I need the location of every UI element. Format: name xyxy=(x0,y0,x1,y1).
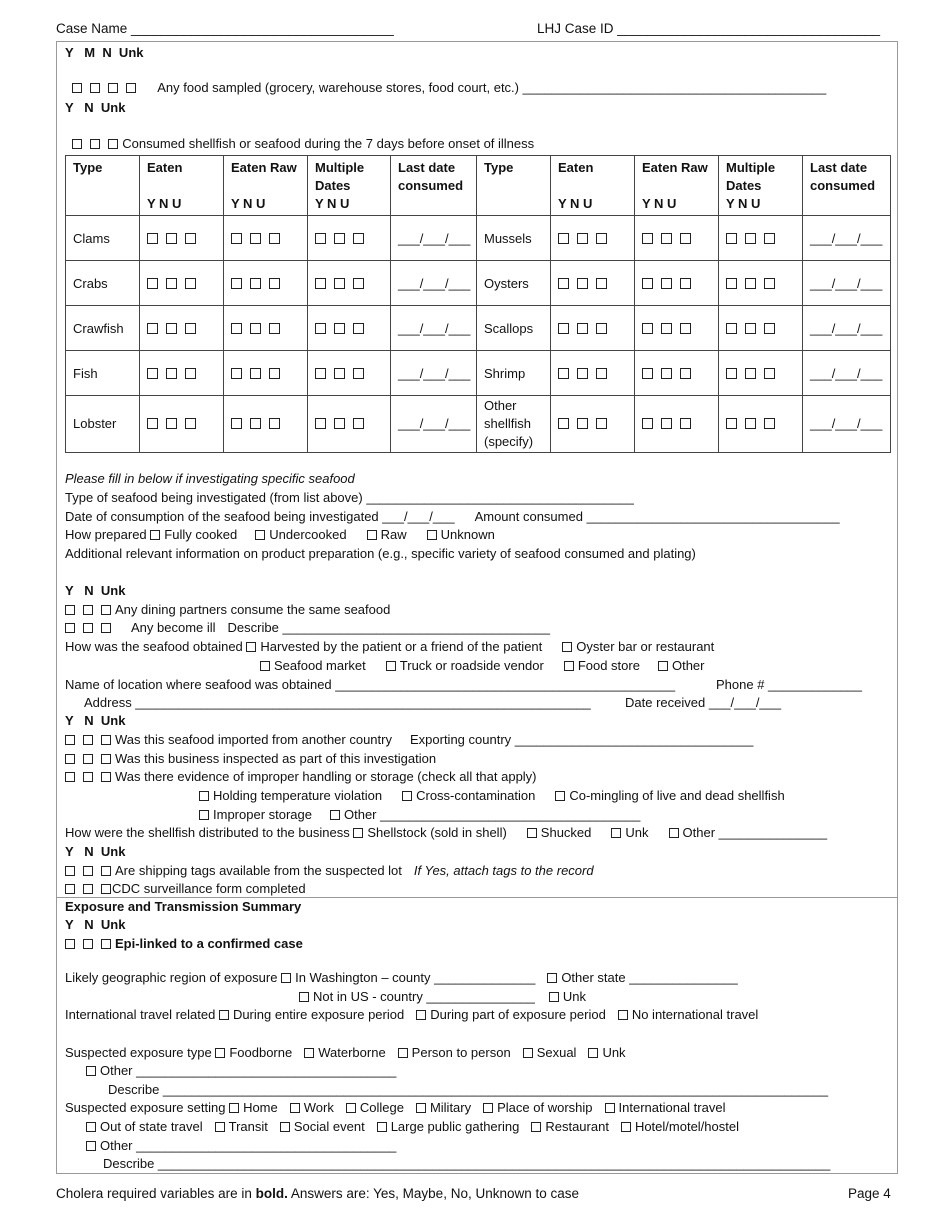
checkbox-unknown[interactable] xyxy=(427,530,437,540)
checkbox-transit[interactable] xyxy=(215,1122,225,1132)
eaten-cell xyxy=(551,351,635,396)
col-type: Type xyxy=(66,156,140,216)
date-received-field[interactable]: Date received ___/___/___ xyxy=(625,695,782,710)
checkbox[interactable] xyxy=(726,233,737,244)
checkbox-social[interactable] xyxy=(280,1122,290,1132)
dist-other-field[interactable]: Other _______________ xyxy=(682,825,828,840)
checkbox[interactable] xyxy=(680,278,691,289)
checkbox-setting-other[interactable] xyxy=(86,1141,96,1151)
checkbox[interactable] xyxy=(764,233,775,244)
eaten-cell xyxy=(140,351,224,396)
checkbox[interactable] xyxy=(680,233,691,244)
tags-heading: Y N Unk xyxy=(65,844,126,859)
checkbox[interactable] xyxy=(250,323,261,334)
checkbox[interactable] xyxy=(147,368,158,379)
checkbox-restaurant[interactable] xyxy=(531,1122,541,1132)
checkbox[interactable] xyxy=(680,323,691,334)
checkbox[interactable] xyxy=(558,368,569,379)
checkbox[interactable] xyxy=(83,884,93,894)
exporting-country-field[interactable]: Exporting country _________________________________ xyxy=(409,732,754,747)
checkbox[interactable] xyxy=(147,323,158,334)
food-sampled-row xyxy=(65,64,826,96)
checkbox[interactable] xyxy=(231,323,242,334)
checkbox-oyster-bar[interactable] xyxy=(562,642,572,652)
checkbox-shellstock[interactable] xyxy=(353,828,363,838)
intl-travel-row: International travel related During entire exposure period During part of exposure period No international travel xyxy=(65,1007,759,1022)
last-date-field[interactable]: ___/___/___ xyxy=(391,216,477,261)
checkbox[interactable] xyxy=(101,735,111,745)
checkbox[interactable] xyxy=(185,418,196,429)
checkbox[interactable] xyxy=(315,418,326,429)
setting-describe-field[interactable]: Describe _____________________________________________________________________________________________ xyxy=(103,1156,831,1171)
checkbox[interactable] xyxy=(166,418,177,429)
setting-other-row xyxy=(86,1138,396,1154)
checkbox[interactable] xyxy=(65,866,75,876)
checkbox[interactable] xyxy=(334,418,345,429)
checkbox-out-state[interactable] xyxy=(86,1122,96,1132)
exposure-type-row: Suspected exposure type Foodborne Waterborne Person to person Sexual Unk xyxy=(65,1045,626,1060)
evidence-options-1: Holding temperature violation Cross-contamination Co-mingling of live and dead shellfish xyxy=(199,788,785,804)
checkbox[interactable] xyxy=(577,323,588,334)
checkbox[interactable] xyxy=(558,418,569,429)
checkbox-holding-temp[interactable] xyxy=(199,791,209,801)
checkbox[interactable] xyxy=(680,368,691,379)
seafood-type: Mussels xyxy=(477,216,551,261)
summary-title: Exposure and Transmission Summary xyxy=(65,899,302,914)
checkbox[interactable] xyxy=(147,233,158,244)
col-multiple-2: Multiple Dates Y N U xyxy=(719,156,803,216)
dining-partners-row: Any dining partners consume the same seafood xyxy=(65,602,390,618)
checkbox[interactable] xyxy=(101,884,111,894)
checkbox-harvested[interactable] xyxy=(246,642,256,652)
type-describe-field[interactable]: Describe ____________________________________________________________________________________________ xyxy=(108,1082,829,1097)
checkbox-dist-other[interactable] xyxy=(669,828,679,838)
checkbox[interactable] xyxy=(231,233,242,244)
exposure-setting-row: Suspected exposure setting Home Work College Military Place of worship International travel xyxy=(65,1100,726,1115)
checkbox[interactable] xyxy=(577,368,588,379)
checkbox[interactable] xyxy=(745,323,756,334)
checkbox[interactable] xyxy=(65,605,75,615)
checkbox-college[interactable] xyxy=(346,1103,356,1113)
checkbox[interactable] xyxy=(596,278,607,289)
checkbox[interactable] xyxy=(334,368,345,379)
checkbox[interactable] xyxy=(101,772,111,782)
eaten-cell xyxy=(551,216,635,261)
checkbox[interactable] xyxy=(334,323,345,334)
eaten-raw-cell xyxy=(635,261,719,306)
checkbox[interactable] xyxy=(250,368,261,379)
table-header-row xyxy=(66,156,891,216)
food-sampled-heading: Y M N Unk xyxy=(65,45,144,60)
checkbox[interactable] xyxy=(661,418,672,429)
checkbox[interactable] xyxy=(661,233,672,244)
multiple-dates-cell xyxy=(719,396,803,453)
checkbox[interactable] xyxy=(764,323,775,334)
imported-row: Was this seafood imported from another country Exporting country _________________________________ xyxy=(65,732,753,748)
multiple-dates-cell xyxy=(308,396,391,453)
checkbox-fully-cooked[interactable] xyxy=(150,530,160,540)
multiple-dates-cell xyxy=(719,261,803,306)
checkbox[interactable] xyxy=(147,278,158,289)
checkbox[interactable] xyxy=(745,368,756,379)
checkbox[interactable] xyxy=(680,418,691,429)
checkbox-work[interactable] xyxy=(290,1103,300,1113)
last-date-field[interactable]: ___/___/___ xyxy=(391,306,477,351)
region-row-2: Not in US - country _______________ Unk xyxy=(299,989,586,1005)
cdc-form-row: CDC surveillance form completed xyxy=(65,881,306,897)
checkbox[interactable] xyxy=(147,418,158,429)
evidence-options-2: Improper storage Other ____________________________________ xyxy=(199,807,640,823)
checkbox[interactable] xyxy=(185,278,196,289)
address-field[interactable]: Address _______________________________________________________________ xyxy=(84,695,591,710)
checkbox-military[interactable] xyxy=(416,1103,426,1113)
checkbox[interactable] xyxy=(90,83,100,93)
evidence-other-field[interactable]: Other ____________________________________ xyxy=(344,807,641,822)
checkbox-intl-travel[interactable] xyxy=(605,1103,615,1113)
checkbox-seafood-market[interactable] xyxy=(260,661,270,671)
checkbox-intl-none[interactable] xyxy=(618,1010,628,1020)
seafood-table xyxy=(65,155,891,453)
checkbox[interactable] xyxy=(334,233,345,244)
col-last-date: Last date consumed xyxy=(391,156,477,216)
checkbox[interactable] xyxy=(642,368,653,379)
checkbox-food-store[interactable] xyxy=(564,661,574,671)
how-prepared-row: How prepared Fully cooked Undercooked Raw Unknown xyxy=(65,527,495,542)
summary-heading: Y N Unk xyxy=(65,917,126,932)
checkbox[interactable] xyxy=(101,623,111,633)
checkbox-sexual[interactable] xyxy=(523,1048,533,1058)
last-date-field[interactable]: ___/___/___ xyxy=(803,306,891,351)
checkbox[interactable] xyxy=(101,754,111,764)
col-eaten-2: Eaten Y N U xyxy=(551,156,635,216)
checkbox[interactable] xyxy=(250,418,261,429)
multiple-dates-cell xyxy=(308,261,391,306)
checkbox[interactable] xyxy=(65,884,75,894)
col-eaten-raw-2: Eaten Raw Y N U xyxy=(635,156,719,216)
case-name-field[interactable]: Case Name ___________________________________ xyxy=(56,21,394,36)
checkbox[interactable] xyxy=(596,233,607,244)
last-date-field[interactable]: ___/___/___ xyxy=(803,396,891,453)
checkbox-hotel[interactable] xyxy=(621,1122,631,1132)
checkbox[interactable] xyxy=(185,368,196,379)
checkbox-other[interactable] xyxy=(658,661,668,671)
checkbox-home[interactable] xyxy=(229,1103,239,1113)
checkbox-washington[interactable] xyxy=(281,973,291,983)
checkbox-comingling[interactable] xyxy=(555,791,565,801)
epi-linked-row: Epi-linked to a confirmed case xyxy=(65,936,303,952)
checkbox-large[interactable] xyxy=(377,1122,387,1132)
exposure-setting-row-2: Out of state travel Transit Social event Large public gathering Restaurant Hotel/motel/hostel xyxy=(86,1119,739,1135)
checkbox-improper-storage[interactable] xyxy=(199,810,209,820)
multiple-dates-cell xyxy=(308,351,391,396)
checkbox[interactable] xyxy=(315,278,326,289)
eaten-raw-cell xyxy=(635,351,719,396)
additional-info: Additional relevant information on product preparation (e.g., specific variety of seafood consumed and plating) xyxy=(65,546,696,561)
page-number: Page 4 xyxy=(848,1186,891,1201)
eaten-raw-cell xyxy=(224,216,308,261)
checkbox[interactable] xyxy=(65,735,75,745)
checkbox-type-unk[interactable] xyxy=(588,1048,598,1058)
checkbox-waterborne[interactable] xyxy=(304,1048,314,1058)
food-sampled-text: Any food sampled (grocery, warehouse stores, food court, etc.) __________________________________________ xyxy=(157,80,827,95)
seafood-type: Scallops xyxy=(477,306,551,351)
eaten-raw-cell xyxy=(224,306,308,351)
checkbox[interactable] xyxy=(269,368,280,379)
eaten-cell xyxy=(140,261,224,306)
eaten-cell xyxy=(551,306,635,351)
checkbox-intl-part[interactable] xyxy=(416,1010,426,1020)
eaten-cell xyxy=(140,306,224,351)
seafood-type: Fish xyxy=(66,351,140,396)
checkbox[interactable] xyxy=(250,233,261,244)
eaten-raw-cell xyxy=(635,396,719,453)
multiple-dates-cell xyxy=(719,351,803,396)
checkbox[interactable] xyxy=(596,368,607,379)
eaten-cell xyxy=(551,396,635,453)
table-row xyxy=(66,396,891,453)
last-date-field[interactable]: ___/___/___ xyxy=(803,216,891,261)
checkbox[interactable] xyxy=(353,233,364,244)
eaten-cell xyxy=(140,216,224,261)
checkbox[interactable] xyxy=(577,278,588,289)
any-ill-row: Any become ill Describe _____________________________________ xyxy=(65,620,550,636)
checkbox[interactable] xyxy=(108,83,118,93)
checkbox[interactable] xyxy=(353,278,364,289)
checkbox[interactable] xyxy=(185,233,196,244)
eaten-cell xyxy=(551,261,635,306)
checkbox-cross-contamination[interactable] xyxy=(402,791,412,801)
seafood-type: Crabs xyxy=(66,261,140,306)
dining-heading: Y N Unk xyxy=(65,583,126,598)
checkbox[interactable] xyxy=(334,278,345,289)
checkbox[interactable] xyxy=(83,939,93,949)
checkbox[interactable] xyxy=(558,278,569,289)
eaten-cell xyxy=(140,396,224,453)
shellfish-heading: Y N Unk xyxy=(65,100,126,115)
checkbox[interactable] xyxy=(83,605,93,615)
checkbox[interactable] xyxy=(83,623,93,633)
eaten-raw-cell xyxy=(635,216,719,261)
checkbox[interactable] xyxy=(661,278,672,289)
checkbox[interactable] xyxy=(231,368,242,379)
checkbox[interactable] xyxy=(315,323,326,334)
multiple-dates-cell xyxy=(308,306,391,351)
checkbox[interactable] xyxy=(642,233,653,244)
checkbox[interactable] xyxy=(269,418,280,429)
section-divider xyxy=(56,897,898,898)
checkbox-not-us[interactable] xyxy=(299,992,309,1002)
checkbox[interactable] xyxy=(250,278,261,289)
last-date-field[interactable]: ___/___/___ xyxy=(391,261,477,306)
checkbox-other-state[interactable] xyxy=(547,973,557,983)
checkbox[interactable] xyxy=(185,323,196,334)
checkbox[interactable] xyxy=(72,139,82,149)
footer-note: Cholera required variables are in bold. Answers are: Yes, Maybe, No, Unknown to case xyxy=(56,1186,580,1201)
checkbox[interactable] xyxy=(101,866,111,876)
col-type-2: Type xyxy=(477,156,551,216)
checkbox[interactable] xyxy=(269,323,280,334)
region-row: Likely geographic region of exposure In Washington – county ______________ Other state _______________ xyxy=(65,970,738,985)
type-investigated-field[interactable]: Type of seafood being investigated (from list above) _____________________________________ xyxy=(65,490,634,505)
eaten-raw-cell xyxy=(224,351,308,396)
checkbox-unk[interactable] xyxy=(611,828,621,838)
checkbox[interactable] xyxy=(65,754,75,764)
checkbox[interactable] xyxy=(558,233,569,244)
checkbox[interactable] xyxy=(83,772,93,782)
checkbox[interactable] xyxy=(65,772,75,782)
seafood-type-other: Other shellfish (specify) xyxy=(477,396,551,453)
checkbox[interactable] xyxy=(596,418,607,429)
checkbox[interactable] xyxy=(353,368,364,379)
checkbox-truck[interactable] xyxy=(386,661,396,671)
amount-consumed-field[interactable]: Amount consumed ___________________________________ xyxy=(474,509,840,524)
checkbox-region-unk[interactable] xyxy=(549,992,559,1002)
consumption-date-field[interactable]: Date of consumption of the seafood being investigated ___/___/___ xyxy=(65,509,455,524)
distributed-row: How were the shellfish distributed to the business Shellstock (sold in shell) Shucked Unk Other _______________ xyxy=(65,825,828,840)
col-eaten: Eaten Y N U xyxy=(140,156,224,216)
seafood-type: Oysters xyxy=(477,261,551,306)
checkbox[interactable] xyxy=(726,418,737,429)
checkbox[interactable] xyxy=(101,939,111,949)
col-multiple: Multiple Dates Y N U xyxy=(308,156,391,216)
checkbox[interactable] xyxy=(745,418,756,429)
setting-other-field[interactable]: Other ____________________________________ xyxy=(100,1138,397,1153)
checkbox[interactable] xyxy=(642,418,653,429)
checkbox[interactable] xyxy=(596,323,607,334)
checkbox[interactable] xyxy=(577,233,588,244)
checkbox-raw[interactable] xyxy=(367,530,377,540)
checkbox[interactable] xyxy=(353,323,364,334)
col-last-date-2: Last date consumed xyxy=(803,156,891,216)
phone-field[interactable]: Phone # _____________ xyxy=(716,677,863,692)
ill-describe-field[interactable]: Describe _____________________________________ xyxy=(227,620,550,635)
obtained-row-2: Seafood market Truck or roadside vendor Food store Other xyxy=(260,658,704,674)
eaten-raw-cell xyxy=(224,261,308,306)
checkbox-undercooked[interactable] xyxy=(255,530,265,540)
table-row xyxy=(66,261,891,306)
checkbox[interactable] xyxy=(315,368,326,379)
checkbox[interactable] xyxy=(90,139,100,149)
shellfish-row xyxy=(65,120,534,152)
checkbox[interactable] xyxy=(764,368,775,379)
lhj-case-id-field[interactable]: LHJ Case ID ___________________________________ xyxy=(537,21,881,36)
multiple-dates-cell xyxy=(308,216,391,261)
shellfish-text: Consumed shellfish or seafood during the 7 days before onset of illness xyxy=(122,136,535,151)
exposure-type-other xyxy=(86,1063,396,1079)
checkbox[interactable] xyxy=(726,368,737,379)
eaten-raw-cell xyxy=(224,396,308,453)
checkbox-worship[interactable] xyxy=(483,1103,493,1113)
checkbox[interactable] xyxy=(269,278,280,289)
inspected-row: Was this business inspected as part of this investigation xyxy=(65,751,436,767)
location-name-field[interactable]: Name of location where seafood was obtained _______________________________________________ xyxy=(65,677,676,692)
table-row xyxy=(66,216,891,261)
checkbox[interactable] xyxy=(764,418,775,429)
checkbox-type-other[interactable] xyxy=(86,1066,96,1076)
seafood-type: Crawfish xyxy=(66,306,140,351)
checkbox[interactable] xyxy=(231,418,242,429)
seafood-type: Shrimp xyxy=(477,351,551,396)
checkbox[interactable] xyxy=(166,278,177,289)
consumption-date-row xyxy=(65,509,840,525)
checkbox[interactable] xyxy=(83,735,93,745)
checkbox[interactable] xyxy=(642,323,653,334)
seafood-type: Clams xyxy=(66,216,140,261)
checkbox[interactable] xyxy=(101,605,111,615)
checkbox-intl-entire[interactable] xyxy=(219,1010,229,1020)
checkbox[interactable] xyxy=(126,83,136,93)
evidence-row: Was there evidence of improper handling or storage (check all that apply) xyxy=(65,769,537,785)
col-eaten-raw: Eaten Raw Y N U xyxy=(224,156,308,216)
checkbox-foodborne[interactable] xyxy=(215,1048,225,1058)
obtained-row: How was the seafood obtained Harvested by the patient or a friend of the patient Oyster bar or restaurant xyxy=(65,639,715,654)
checkbox[interactable] xyxy=(83,866,93,876)
checkbox-evidence-other[interactable] xyxy=(330,810,340,820)
multiple-dates-cell xyxy=(719,306,803,351)
last-date-field[interactable]: ___/___/___ xyxy=(803,261,891,306)
shipping-tags-row: Are shipping tags available from the suspected lot If Yes, attach tags to the record xyxy=(65,863,594,879)
last-date-field[interactable]: ___/___/___ xyxy=(391,351,477,396)
checkbox[interactable] xyxy=(661,368,672,379)
type-other-field[interactable]: Other ____________________________________ xyxy=(100,1063,397,1078)
checkbox[interactable] xyxy=(577,418,588,429)
checkbox[interactable] xyxy=(558,323,569,334)
checkbox[interactable] xyxy=(65,939,75,949)
checkbox[interactable] xyxy=(764,278,775,289)
seafood-type: Lobster xyxy=(66,396,140,453)
checkbox[interactable] xyxy=(269,233,280,244)
checkbox[interactable] xyxy=(65,623,75,633)
checkbox[interactable] xyxy=(231,278,242,289)
checkbox[interactable] xyxy=(72,83,82,93)
checkbox-person[interactable] xyxy=(398,1048,408,1058)
table-row xyxy=(66,306,891,351)
checkbox[interactable] xyxy=(661,323,672,334)
checkbox[interactable] xyxy=(166,368,177,379)
checkbox[interactable] xyxy=(166,233,177,244)
table-row xyxy=(66,351,891,396)
checkbox-shucked[interactable] xyxy=(527,828,537,838)
checkbox[interactable] xyxy=(83,754,93,764)
checkbox[interactable] xyxy=(745,233,756,244)
checkbox[interactable] xyxy=(166,323,177,334)
last-date-field[interactable]: ___/___/___ xyxy=(391,396,477,453)
multiple-dates-cell xyxy=(719,216,803,261)
checkbox[interactable] xyxy=(642,278,653,289)
eaten-raw-cell xyxy=(635,306,719,351)
last-date-field[interactable]: ___/___/___ xyxy=(803,351,891,396)
checkbox[interactable] xyxy=(353,418,364,429)
specific-intro: Please fill in below if investigating specific seafood xyxy=(65,471,355,486)
import-heading: Y N Unk xyxy=(65,713,126,728)
checkbox[interactable] xyxy=(726,323,737,334)
checkbox[interactable] xyxy=(108,139,118,149)
checkbox[interactable] xyxy=(726,278,737,289)
checkbox[interactable] xyxy=(315,233,326,244)
checkbox[interactable] xyxy=(745,278,756,289)
